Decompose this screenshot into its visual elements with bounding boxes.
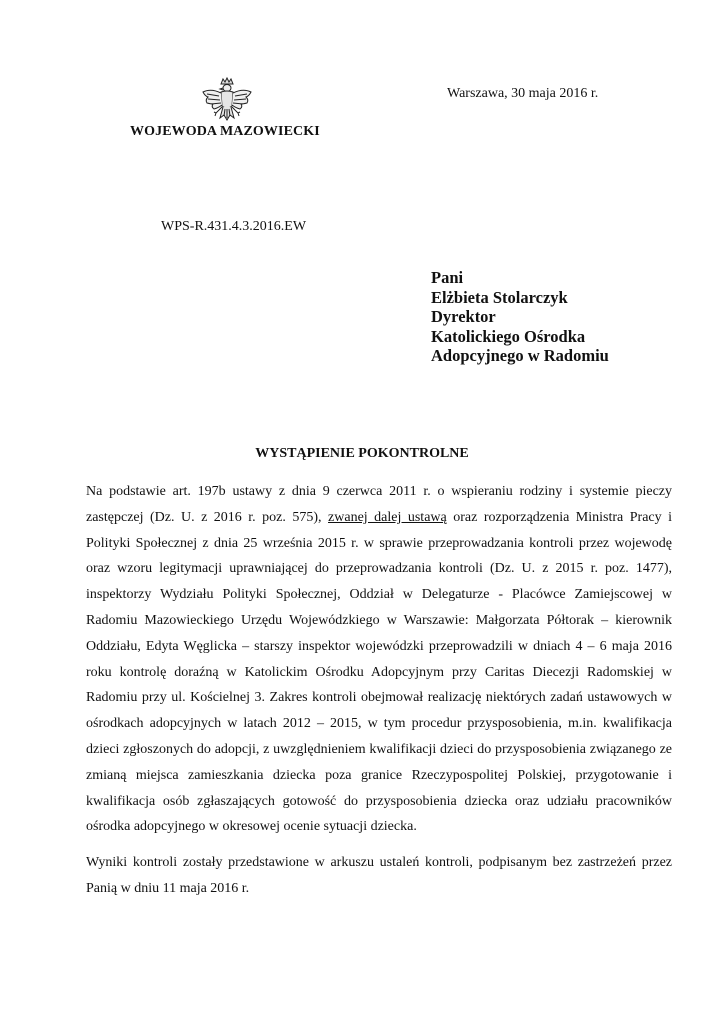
reference-number: WPS-R.431.4.3.2016.EW: [161, 219, 307, 234]
body-paragraph-2: Wyniki kontroli zostały przedstawione w arkuszu ustaleń kontroli, podpisanym bez zastrzeżeń przez Panią w dniu 11 maja 2016 r.: [86, 855, 672, 896]
authority-name: WOJEWODA MAZOWIECKI: [130, 124, 320, 139]
body-paragraph-1: [86, 479, 672, 840]
paragraph-1-part-a: Na podstawie art. 197b ustawy z dnia 9 czerwca 2011 r. o wspieraniu rodziny i systemie pieczy zastępczej (Dz. U. z 2016 r. poz. 575),: [86, 484, 672, 525]
recipient-name: Elżbieta Stolarczyk: [431, 287, 568, 307]
recipient-block: [431, 268, 609, 366]
polish-eagle-emblem-icon: [199, 76, 255, 128]
document-title: WYSTĄPIENIE POKONTROLNE: [255, 446, 469, 461]
document-body: [86, 479, 672, 902]
recipient-salutation: Pani: [431, 268, 464, 287]
recipient-organization-line-1: Katolickiego Ośrodka: [431, 326, 586, 346]
underlined-term: zwanej dalej ustawą: [328, 509, 447, 525]
recipient-organization-line-2: Adopcyjnego w Radomiu: [431, 346, 609, 365]
recipient-position: Dyrektor: [431, 307, 496, 326]
paragraph-1-part-b: oraz rozporządzenia Ministra Pracy i Polityki Społecznej z dnia 25 września 2015 r. w sprawie przeprowadzania kontroli przez wojewodę oraz wzoru legitymacji uprawniającej do przeprowadzania kontroli (Dz. U. z 2015 r. poz. 1477), inspektorzy Wydziału Polityki Społecznej, Oddział w Delegaturze - Placówce Zamiejscowej w Radomiu Mazowieckiego Urzędu Wojewódzkiego w Warszawie: Małgorzata Półtorak – kierownik Oddziału, Edyta Węglicka – starszy inspektor wojewódzki przeprowadzili w dniach 4 – 6 maja 2016 roku kontrolę doraźną w Katolickim Ośrodku Adopcyjnym przy Caritas Diecezji Radomskiej w Radomiu przy ul. Kościelnej 3. Zakres kontroli obejmował realizację niektórych zadań ustawowych w ośrodkach adopcyjnych w latach 2012 – 2015, w tym procedur przysposobienia, m.in. kwalifikacja dzieci zgłoszonych do adopcji, z uwzględnieniem kwalifikacji dzieci do przysposobienia związanego ze zmianą miejsca zamieszkania dziecka poza granice Rzeczypospolitej Polskiej, przygotowanie i kwalifikacja osób zgłaszających gotowość do przysposobienia dziecka oraz udziału pracowników ośrodka adopcyjnego w okresowej ocenie sytuacji dziecka.: [86, 509, 673, 835]
document-date: Warszawa, 30 maja 2016 r.: [447, 86, 599, 101]
